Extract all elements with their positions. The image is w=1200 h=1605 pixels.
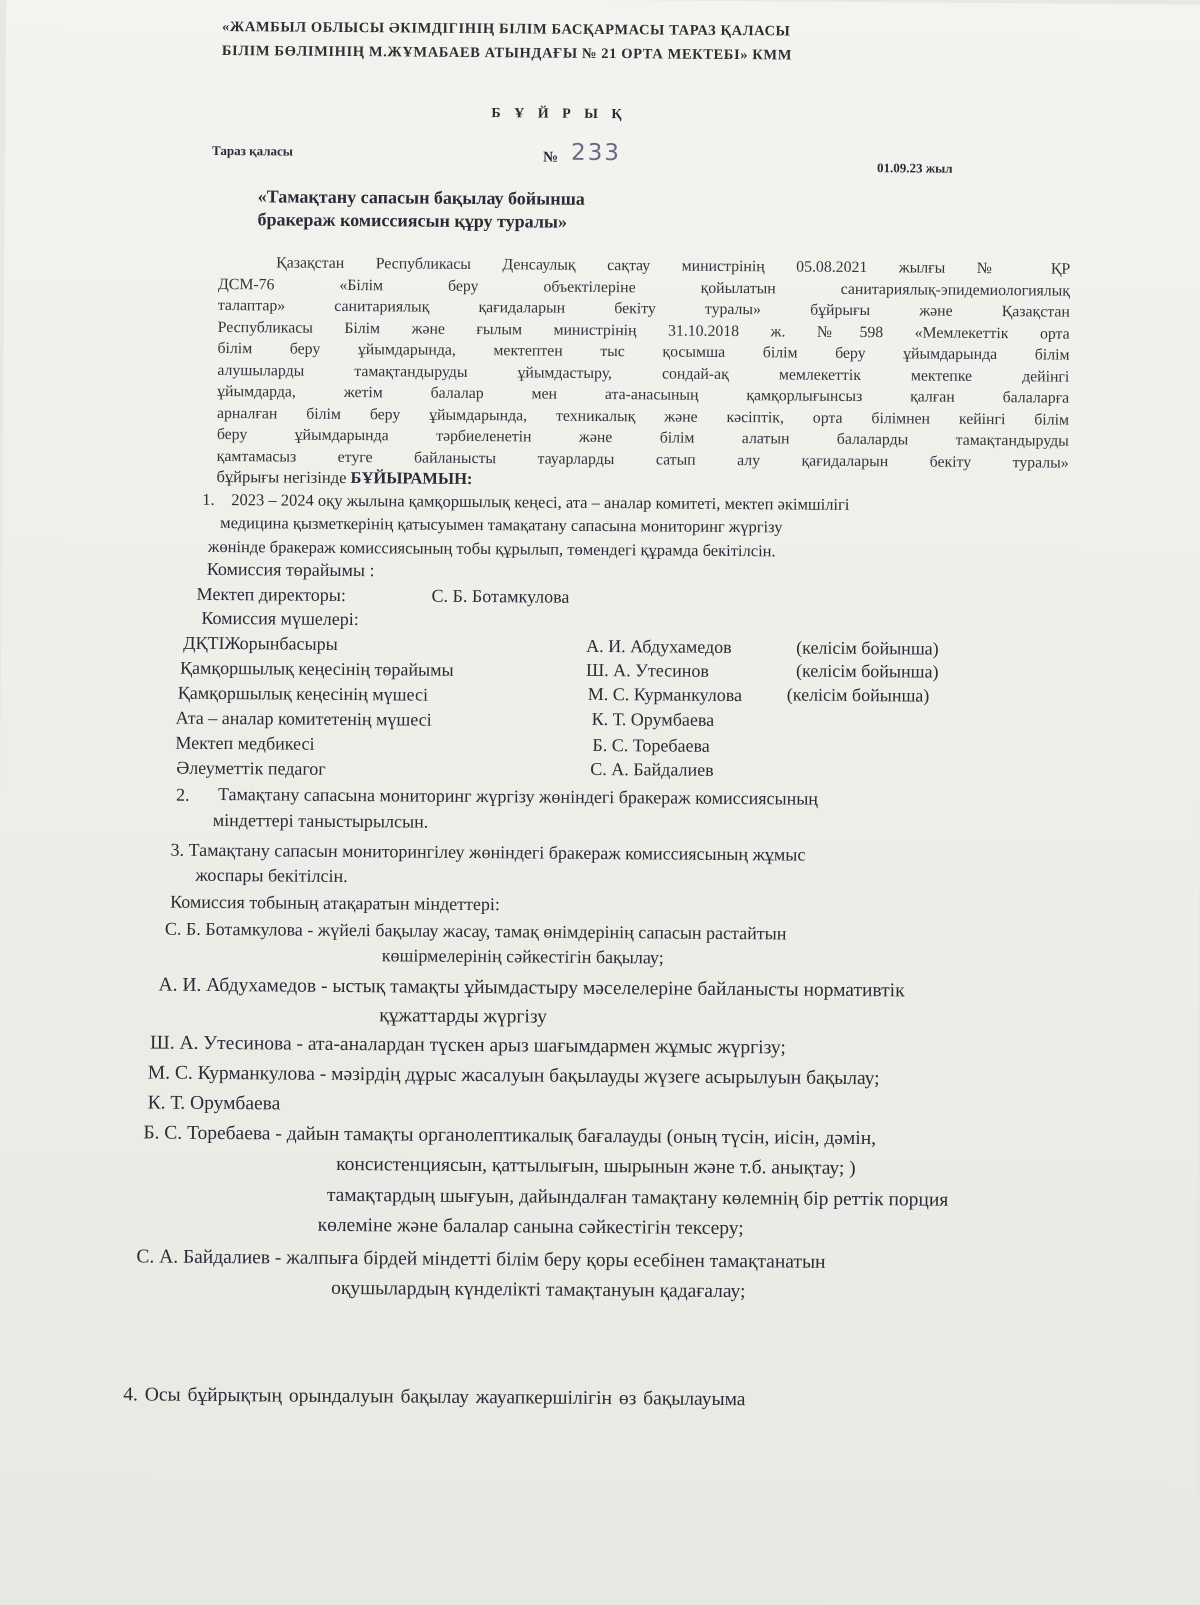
item-2-line-1: Тамақтану сапасына мониторинг жүргізу жөніндегі бракераж комиссиясының [217,784,819,809]
member-role: ДҚТІЖорынбасыры [183,632,338,654]
item-2-number: 2. [175,784,190,805]
member-role: Қамқоршылық кеңесінің мүшесі [177,682,429,705]
item-3-line-1: 3. Тамақтану сапасын мониторингілеу жөніндегі бракераж комиссиясының жұмыс [170,839,806,865]
header-line-2: БІЛІМ БӨЛІМІНІҢ М.ЖҰМАБАЕВ АТЫНДАҒЫ № 21 ОРТА МЕКТЕБІ» КММ [221,43,793,64]
member-role: Әлеуметтік педагог [176,757,326,779]
duty-text: консистенциясын, қаттылығын, шырынын және т.б. анықтау; ) [336,1153,856,1180]
members-label: Комиссия мүшелері: [201,607,359,630]
item-1-line-3: жөнінде бракераж комиссиясының тобы құрылып, төмендегі құрамда бекітілсін. [207,536,776,561]
member-name: Ш. А. Утесинов [585,659,710,681]
duty-text: С. Б. Ботамкулова - жүйелі бақылау жасау, тамақ өнімдерінің сапасын растайтын [164,918,787,944]
member-name: А. И. Абдухамедов [586,635,732,658]
duty-text: оқушылардың күнделікті тамақтануын қадағалау; [331,1277,746,1303]
preamble-line: арналған білім беру ұйымдарында, техникалық және кәсіптік, орта білімнен кейінгі білім [216,404,1070,429]
preamble-line: талаптар» санитариялық қағидаларын бекіту туралы» бұйрығы және Қазақстан [217,296,1070,321]
order-number-handwritten: 233 [570,139,622,167]
document-title: Б Ұ Й Р Ы Қ [491,106,627,123]
city-name: Тараз қаласы [212,142,294,159]
number-sign: № [542,149,559,166]
subject-line-2: бракераж комиссиясын құру туралы» [257,209,568,232]
preamble-paragraph [217,252,1071,474]
header-line-1: «ЖАМБЫЛ ОБЛЫСЫ ӘКІМДІГІНІҢ БІЛІМ БАСҚАРМАСЫ ТАРАЗ ҚАЛАСЫ [221,19,791,40]
preamble-line: Қазақстан Республикасы Денсаулық сақтау министрінің 05.08.2021 жылғы № ҚР [276,254,1071,278]
item-2-line-2: міндеттері таныстырылсын. [212,809,429,832]
order-word: БҰЙЫРАМЫН: [350,468,473,488]
duty-text: С. А. Байдалиев - жалпыға бірдей міндетті білім беру қоры есебінен тамақтанатын [136,1246,826,1273]
member-role: Мектеп медбикесі [175,732,315,754]
duty-text: құжаттарды жүргізу [379,1005,547,1028]
order-intro [216,467,472,489]
member-name: М. С. Курманкулова [587,683,743,706]
preamble-line: қамтамасыз етуге байланысты тауарларды сатып алу қағидаларын бекіту туралы» [216,447,1069,472]
duty-text: А. И. Абдухамедов - ыстық тамақты ұйымдастыру мәселелеріне байланысты нормативтік [158,974,905,1002]
member-note: (келісім бойынша) [795,660,939,682]
member-name: К. Т. Орумбаева [591,708,715,730]
item-4: 4. Осы бұйрықтың орындалуын бақылау жауапкершілігін өз бақылауыма [123,1384,746,1411]
duty-text: М. С. Курманкулова - мәзірдің дұрыс жасалуын бақылауды жүзеге асырылуын бақылау; [147,1062,880,1090]
member-note: (келісім бойынша) [796,637,939,659]
member-note: (келісім бойынша) [786,684,930,706]
item-3-line-2: жоспары бекітілсін. [195,864,348,887]
preamble-line: ұйымдарда, жетім балалар мен ата-анасының қамқорлығынсыз қалған балаларға [217,382,1070,407]
duty-text: тамақтардың шығуын, дайындалған тамақтану көлемнің бір реттік порция [326,1184,949,1211]
duty-text: К. Т. Орумбаева [147,1092,281,1115]
item-1-line-2: медицина қызметкерінің қатысуымен тамақатану сапасына мониторинг жүргізу [220,513,783,537]
chair-label: Комиссия төрайымы : [206,558,375,581]
preamble-line: беру ұйымдарында тәрбиеленетін және білім алатын балаларды тамақтандыруды [216,425,1069,450]
duty-text: көшірмелерінің сәйкестігін бақылау; [381,945,664,968]
subject-line-1: «Тамақтану сапасын бақылау бойынша [257,186,585,209]
member-name: Б. С. Торебаева [592,734,710,756]
preamble-line: алушыларды тамақтандыруды ұйымдастыру, сондай-ақ мемлекеттік мектепке дейінгі [217,361,1070,386]
preamble-line: білім беру ұйымдарында, мектептен тыс қосымша білім беру ұйымдарында білім [217,339,1070,364]
order-date: 01.09.23 жыл [876,160,953,176]
duties-label: Комиссия тобының атақаратын міндеттері: [170,891,501,915]
duty-text: көлеміне және балалар санына сәйкестігін тексеру; [317,1214,744,1240]
member-name: С. А. Байдалиев [590,758,714,780]
order-intro-text: бұйрығы негізінде [216,466,351,488]
item-1-number: 1. [202,489,215,509]
member-role: Қамқоршылық кеңесінің төрайымы [179,657,454,680]
director-name: С. Б. Ботамкулова [431,585,570,607]
item-1-line-1: 2023 – 2024 оқу жылына қамқоршылық кеңесі, ата – аналар комитеті, мектеп әкімшілігі [231,490,850,514]
duty-text: Б. С. Торебаева - дайын тамақты органолептикалық бағалауды (оның түсін, иісін, дәмін, [143,1122,877,1150]
duty-text: Ш. А. Утесинова - ата-аналардан түскен арыз шағымдармен жұмыс жүргізу; [149,1032,786,1059]
preamble-line: ДСМ-76 «Білім беру объектілеріне қойылатын санитариялық-эпидемиологиялық [217,275,1071,300]
preamble-line: Республикасы Білім және ғылым министрінің 31.10.2018 ж. №598 «Мемлекеттік орта [217,318,1070,343]
member-role: Ата – аналар комитетенің мүшесі [175,707,432,730]
director-role: Мектеп директоры: [196,583,346,605]
